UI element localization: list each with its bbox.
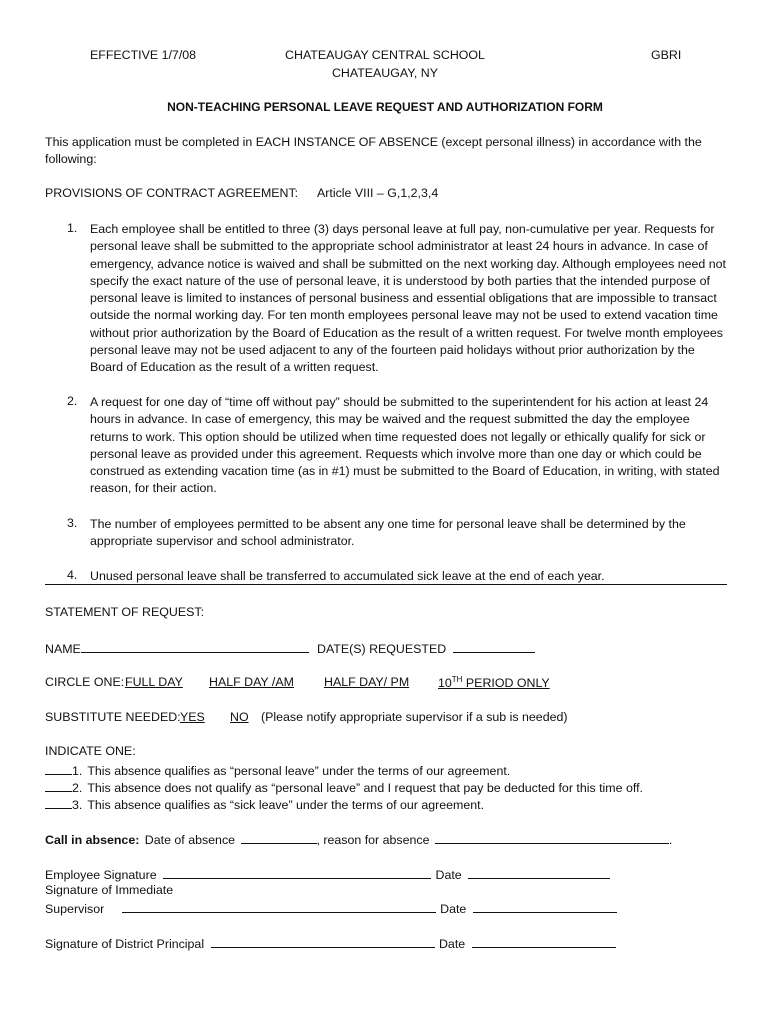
dates-row [317, 640, 535, 656]
call-in-end: . [668, 833, 673, 847]
tenth-superscript: TH [451, 675, 463, 684]
substitute-no[interactable]: NO [230, 710, 249, 724]
school-location: CHATEAUGAY, NY [331, 66, 439, 80]
tenth-number: 10 [438, 676, 452, 691]
option-tenth-period[interactable] [438, 675, 550, 690]
reason-label: , reason for absence [316, 833, 430, 847]
indicate-option [45, 762, 510, 778]
indicate-num: 2. [72, 781, 83, 795]
substitute-note: (Please notify appropriate supervisor if a sub is needed) [261, 710, 568, 724]
circle-one-label: CIRCLE ONE: [45, 675, 125, 689]
reason-field[interactable] [435, 831, 669, 844]
employee-signature-label: Employee Signature [45, 868, 157, 882]
indicate-checkbox[interactable] [45, 762, 72, 775]
indicate-checkbox[interactable] [45, 796, 72, 809]
item-text: Each employee shall be entitled to three (3) days personal leave at full pay, non-cumulative per year. Requests for personal leave shall be submitted to the appropriate school administrator at least 24 hours in advance. In case of emergency, advance notice is waived and shall be submitted on the next working day. Although employees need not specify the exact nature of the use of personal leave, it is understood by both parties that the intended purpose of personal leave is limited to instances of personal business and essential obligations that are impossible to transact outside the normal working day. For ten month employees personal leave may not be used to extend vacation time without prior authorization by the Board of Education as the result of a written request. For twelve month employees personal leave may not be used adjacent to any of the fourteen paid holidays without prior authorization by the Board of Education as the result of a written request. [90, 222, 726, 375]
provisions-label: PROVISIONS OF CONTRACT AGREEMENT: [45, 186, 299, 200]
employee-date-label: Date [435, 868, 462, 882]
provisions-article: Article VIII – G,1,2,3,4 [317, 186, 439, 200]
supervisor-date-label: Date [440, 902, 467, 916]
name-field[interactable] [81, 640, 309, 653]
district-signature-row [45, 935, 616, 951]
indicate-option [45, 796, 484, 812]
supervisor-signature-row [45, 900, 617, 916]
item-text: A request for one day of “time off without pay” should be submitted to the superintendent for his action at least 24 hours in advance. In case of emergency, this may be waived and the request submitted the day the employee returns to work. This option should be utilized when time requested does not legally or ethically qualify for sick or personal leave as provided under this agreement. Requests which involve more than one day or which could be construed as extending vacation time (as in #1) must be submitted to the Board of Education, in writing, with stated reason, for their action. [90, 395, 720, 496]
employee-date-field[interactable] [468, 866, 610, 879]
immediate-label-line1: Signature of Immediate [45, 883, 174, 897]
dates-requested-field[interactable] [453, 640, 535, 653]
option-half-day-pm[interactable]: HALF DAY/ PM [324, 675, 410, 689]
form-title: NON-TEACHING PERSONAL LEAVE REQUEST AND AUTHORIZATION FORM [167, 100, 603, 114]
indicate-num: 1. [72, 764, 83, 778]
date-of-absence-label: Date of absence [144, 833, 236, 847]
indicate-label: INDICATE ONE: [45, 744, 136, 758]
district-date-label: Date [438, 937, 466, 951]
tenth-rest: PERIOD ONLY [462, 676, 550, 691]
form-code: GBRI [651, 48, 682, 62]
employee-signature-row [45, 866, 610, 882]
item-number: 2. [67, 394, 78, 408]
name-row [45, 640, 309, 656]
item-text: Unused personal leave shall be transferred to accumulated sick leave at the end of each year. [90, 569, 605, 583]
dates-requested-label: DATE(S) REQUESTED [317, 642, 447, 656]
supervisor-date-field[interactable] [473, 900, 617, 913]
item-text: The number of employees permitted to be absent any one time for personal leave shall be determined by the appropriate supervisor and school administrator. [90, 517, 686, 549]
call-in-row [45, 831, 672, 847]
district-signature-field[interactable] [211, 935, 435, 948]
substitute-yes[interactable]: YES [180, 710, 205, 724]
supervisor-label: Supervisor [45, 902, 105, 916]
effective-date: EFFECTIVE 1/7/08 [90, 48, 197, 62]
intro-text: This application must be completed in EACH INSTANCE OF ABSENCE (except personal illness) in accordance with the following: [45, 135, 702, 167]
district-signature-label: Signature of District Principal [45, 937, 205, 951]
option-half-day-am[interactable]: HALF DAY /AM [209, 675, 294, 689]
school-name: CHATEAUGAY CENTRAL SCHOOL [285, 48, 485, 62]
item-number: 1. [67, 221, 78, 235]
indicate-text: This absence qualifies as “personal leave” under the terms of our agreement. [87, 764, 511, 778]
district-date-field[interactable] [472, 935, 616, 948]
employee-signature-field[interactable] [163, 866, 431, 879]
call-in-label: Call in absence: [45, 833, 140, 847]
item-number: 4. [67, 568, 78, 582]
item-number: 3. [67, 516, 78, 530]
section-divider [45, 584, 727, 585]
statement-label: STATEMENT OF REQUEST: [45, 605, 205, 619]
indicate-num: 3. [72, 798, 83, 812]
name-label: NAME [45, 642, 81, 656]
supervisor-signature-field[interactable] [122, 900, 436, 913]
date-of-absence-field[interactable] [241, 831, 317, 844]
option-full-day[interactable]: FULL DAY [125, 675, 183, 689]
indicate-option [45, 779, 643, 795]
indicate-text: This absence does not qualify as “personal leave” and I request that pay be deducted for this time off. [87, 781, 643, 795]
indicate-checkbox[interactable] [45, 779, 72, 792]
substitute-label: SUBSTITUTE NEEDED: [45, 710, 181, 724]
indicate-text: This absence qualifies as “sick leave” under the terms of our agreement. [87, 798, 485, 812]
